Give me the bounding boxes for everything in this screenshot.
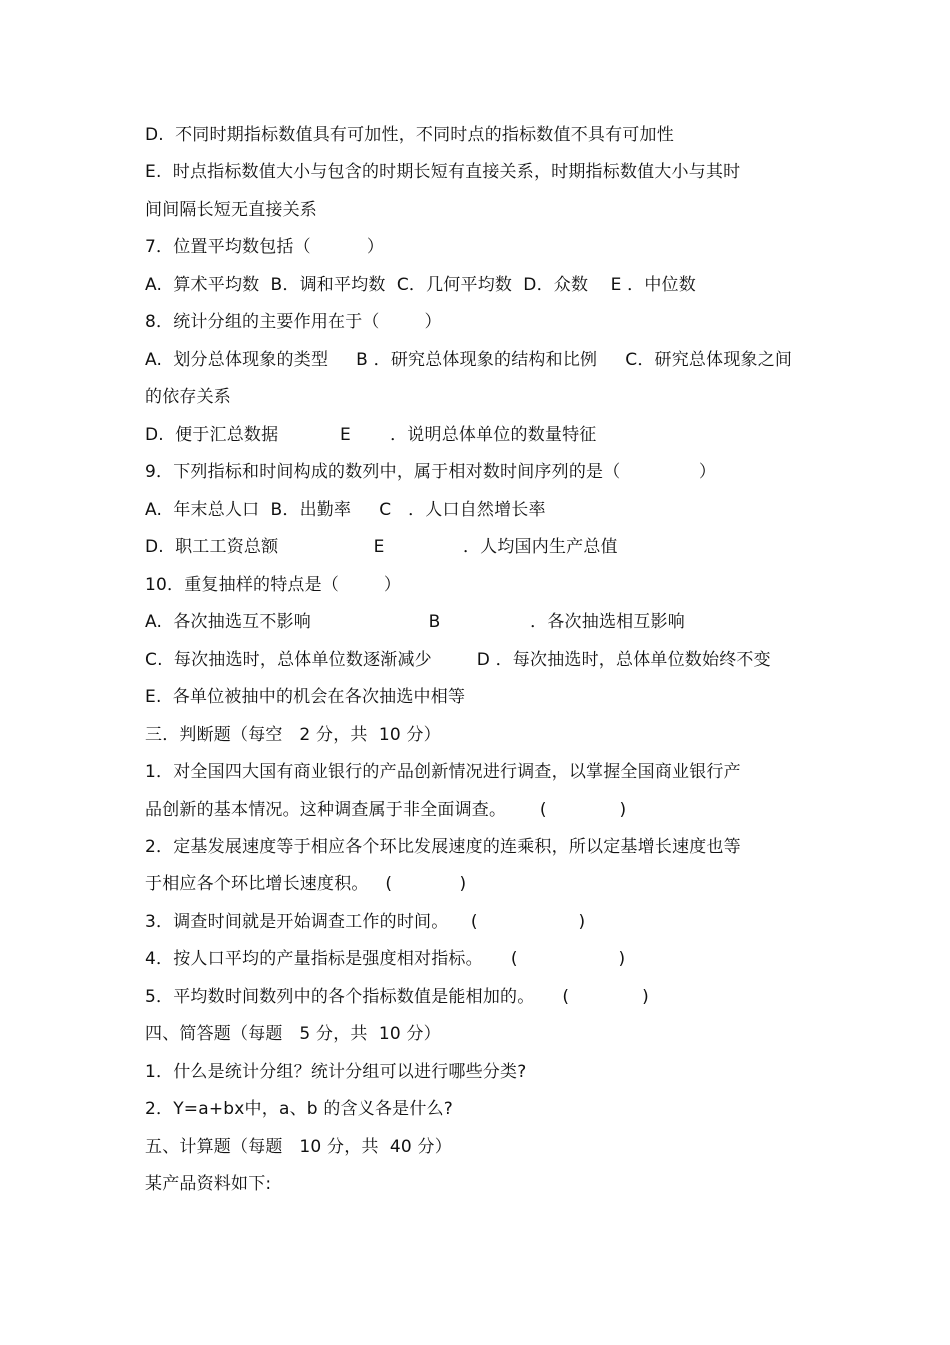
- question-7-options: A. 算术平均数 B．调和平均数 C．几何平均数 D．众数 E ．中位数: [145, 275, 696, 295]
- question-8-options-abc: A. 划分总体现象的类型 B ．研究总体现象的结构和比例 C．研究总体现象之间: [145, 350, 793, 370]
- judgement-3: 3．调查时间就是开始调查工作的时间。 ( ): [145, 912, 586, 932]
- question-8-options-de: D. 便于汇总数据 E ．说明总体单位的数量特征: [145, 425, 597, 445]
- option-d-additivity: D. 不同时期指标数值具有可加性，不同时点的指标数值不具有可加性: [145, 125, 674, 145]
- option-e-relationship: E. 时点指标数值大小与包含的时期长短有直接关系，时期指标数值大小与其时: [145, 162, 741, 182]
- section-4-heading: 四、简答题（每题 5 分，共 10 分）: [145, 1024, 441, 1044]
- section-5-heading: 五、计算题（每题 10 分，共 40 分）: [145, 1137, 452, 1157]
- judgement-4: 4．按人口平均的产量指标是强度相对指标。 ( ): [145, 949, 626, 969]
- question-9-options-de: D. 职工工资总额 E ．人均国内生产总值: [145, 537, 618, 557]
- question-10: 10．重复抽样的特点是（ ）: [145, 575, 402, 595]
- judgement-1: 1．对全国四大国有商业银行的产品创新情况进行调查，以掌握全国商业银行产: [145, 762, 741, 782]
- question-10-options-cd: C. 每次抽选时，总体单位数逐渐减少 D ．每次抽选时，总体单位数始终不变: [145, 650, 771, 670]
- question-10-options-ab: A. 各次抽选互不影响 B ．各次抽选相互影响: [145, 612, 685, 632]
- question-7: 7．位置平均数包括（ ）: [145, 237, 385, 257]
- question-9: 9．下列指标和时间构成的数列中，属于相对数时间序列的是（ ）: [145, 462, 717, 482]
- judgement-1-continuation: 品创新的基本情况。这种调查属于非全面调查。 ( ): [145, 800, 627, 820]
- short-answer-1: 1．什么是统计分组？统计分组可以进行哪些分类?: [145, 1062, 527, 1082]
- section-3-heading: 三．判断题（每空 2 分，共 10 分）: [145, 725, 441, 745]
- question-10-option-e: E. 各单位被抽中的机会在各次抽选中相等: [145, 687, 466, 707]
- short-answer-2: 2．Y=a+bx中，a、b 的含义各是什么?: [145, 1099, 453, 1119]
- option-e-continuation: 间间隔长短无直接关系: [145, 200, 317, 220]
- judgement-2-continuation: 于相应各个环比增长速度积。 ( ): [145, 874, 467, 894]
- question-9-options-abc: A. 年末总人口 B．出勤率 C ．人口自然增长率: [145, 500, 546, 520]
- judgement-2: 2．定基发展速度等于相应各个环比发展速度的连乘积，所以定基增长速度也等: [145, 837, 741, 857]
- question-8-options-continuation: 的依存关系: [145, 387, 231, 407]
- question-8: 8．统计分组的主要作用在于（ ）: [145, 312, 442, 332]
- calculation-intro: 某产品资料如下:: [145, 1174, 272, 1194]
- judgement-5: 5．平均数时间数列中的各个指标数值是能相加的。 ( ): [145, 987, 649, 1007]
